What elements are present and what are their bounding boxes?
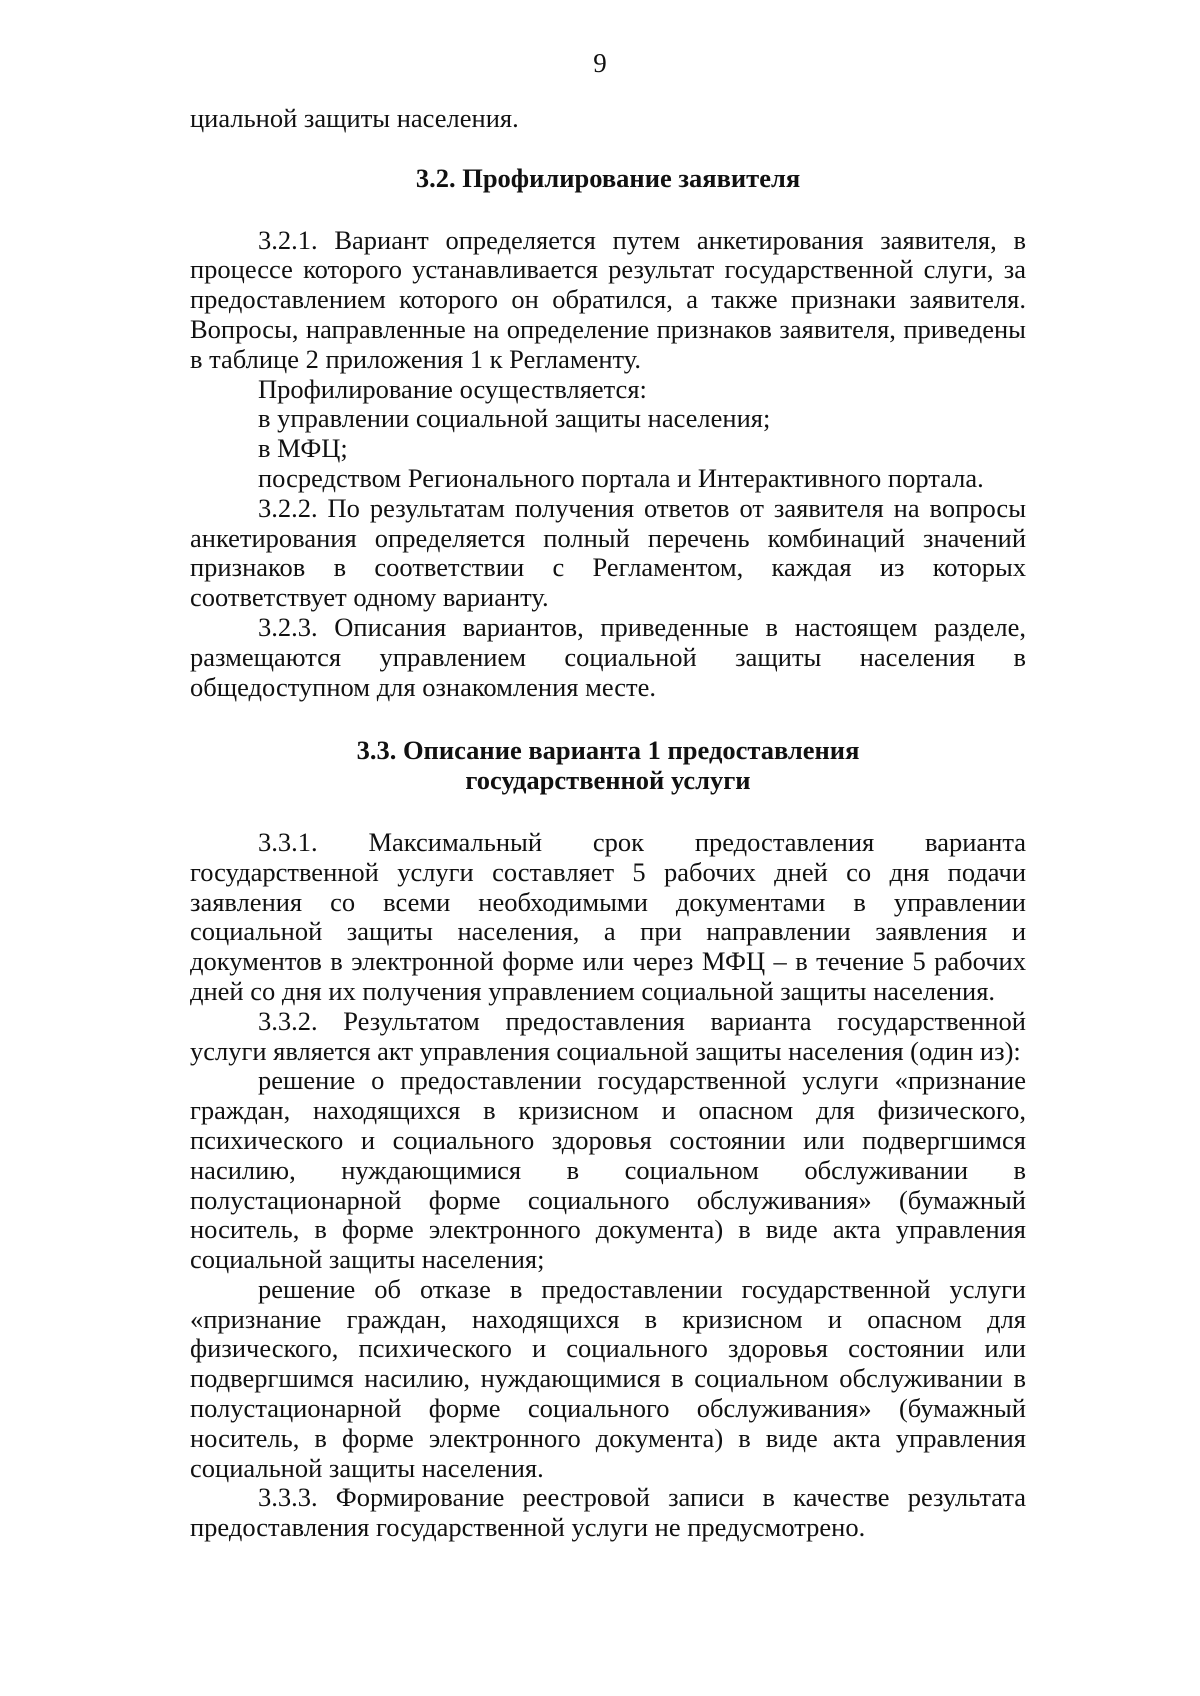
section-3-3-heading-line-2: государственной услуги xyxy=(465,765,751,796)
section-3-3-heading xyxy=(190,736,1026,796)
page-number: 9 xyxy=(593,48,607,78)
section-3-2-heading: 3.2. Профилирование заявителя xyxy=(415,162,801,193)
paragraph-3-2-2: 3.2.2. По результатам получения ответов от заявителя на вопросы анкетирования определяется полный перечень комбинаций значений признаков в соответствии с Регламентом, каждая из которых соответствует одному варианту. xyxy=(190,492,1026,613)
document-body xyxy=(190,104,1026,1543)
profiling-list-item: в управлении социальной защиты населения; xyxy=(258,403,771,434)
section-3-3-heading-line-1: 3.3. Описание варианта 1 предоставления xyxy=(356,735,860,766)
profiling-intro: Профилирование осуществляется: xyxy=(258,373,647,404)
continuation-text: циальной защиты населения. xyxy=(190,103,519,133)
paragraph-3-2-3: 3.2.3. Описания вариантов, приведенные в настоящем разделе, размещаются управлением социальной защиты населения в общедоступном для ознакомления месте. xyxy=(190,611,1026,702)
paragraph-3-3-3: 3.3.3. Формирование реестровой записи в качестве результата предоставления государственной услуги не предусмотрено. xyxy=(190,1482,1026,1543)
decision-refusal-paragraph: решение об отказе в предоставлении государственной услуги «признание граждан, находящихся в кризисном и опасном для физического, психического и социального здоровья состоянии или подвергшимся насилию, нуждающимися в социальном обслуживании в полустационарной форме социального обслуживания» (бумажный носитель, в форме электронного документа) в виде акта управления социальной защиты населения. xyxy=(190,1273,1026,1483)
paragraph-3-2-1: 3.2.1. Вариант определяется путем анкетирования заявителя, в процессе которого устанавливается результат государственной слуги, за предоставлением которого он обратился, а также признаки заявителя. Вопросы, направленные на определение признаков заявителя, приведены в таблице 2 приложения 1 к Регламенту. xyxy=(190,224,1026,374)
paragraph-3-3-2: 3.3.2. Результатом предоставления варианта государственной услуги является акт управления социальной защиты населения (один из): xyxy=(190,1005,1026,1066)
decision-grant-paragraph: решение о предоставлении государственной услуги «признание граждан, находящихся в кризисном и опасном для физического, психического и социального здоровья состоянии или подвергшимся насилию, нуждающимися в социальном обслуживании в полустационарной форме социального обслуживания» (бумажный носитель, в форме электронного документа) в виде акта управления социальной защиты населения; xyxy=(190,1065,1026,1275)
paragraph-3-3-1: 3.3.1. Максимальный срок предоставления варианта государственной услуги составляет 5 рабочих дней со дня подачи заявления со всеми необходимыми документами в управлении социальной защиты населения, а при направлении заявления и документов в электронной форме или через МФЦ – в течение 5 рабочих дней со дня их получения управлением социальной защиты населения. xyxy=(190,826,1026,1006)
profiling-list-item: посредством Регионального портала и Интерактивного портала. xyxy=(258,462,984,493)
profiling-list-item: в МФЦ; xyxy=(258,433,348,464)
